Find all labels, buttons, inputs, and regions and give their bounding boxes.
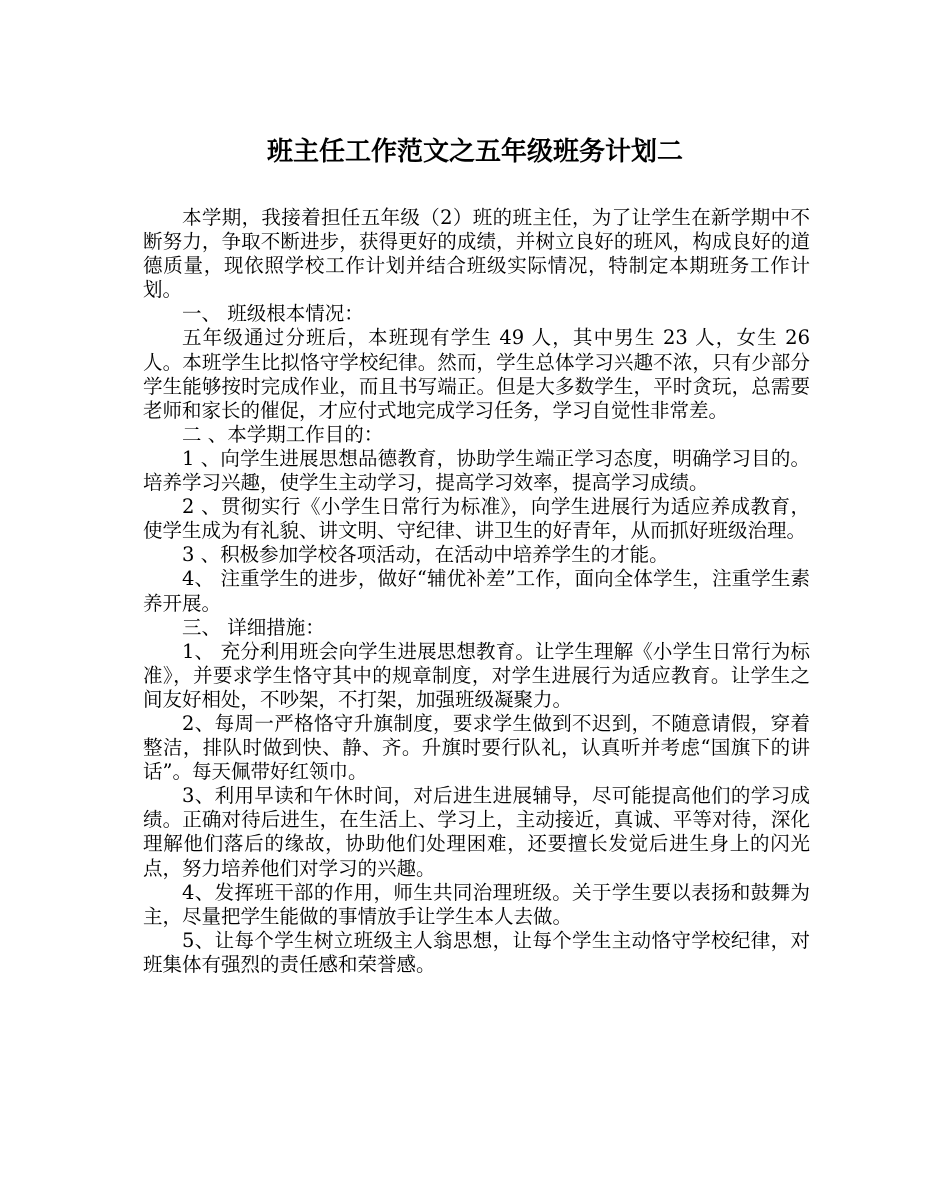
section-heading-2: 二 、本学期工作目的： <box>182 422 384 446</box>
document-title: 班主任工作范文之五年级班务计划二 <box>266 137 683 167</box>
goal-item-1: 1 、向学生进展思想品德教育，协助学生端正学习态度，明确学习目的。培养学习兴趣，使学生主动学习，提高学习效率，提高学习成绩。 <box>143 446 810 495</box>
measure-item-3: 3、利用早读和午休时间，对后进生进展辅导，尽可能提高他们的学习成绩。正确对待后进生，在生活上、学习上，主动接近，真诚、平等对待，深化理解他们落后的缘故，协助他们处理困难，还要擅长发觉后进生身上的闪光点，努力培养他们对学习的兴趣。 <box>143 784 810 880</box>
section-heading-3: 三、 详细措施： <box>182 615 325 639</box>
document-body <box>143 206 810 977</box>
goal-item-4: 4、 注重学生的进步，做好“辅优补差”工作，面向全体学生，注重学生素养开展。 <box>143 567 810 615</box>
goal-item-2: 2 、贯彻实行《小学生日常行为标准》，向学生进展行为适应养成教育，使学生成为有礼貌、讲文明、守纪律、讲卫生的好青年，从而抓好班级治理。 <box>143 495 810 543</box>
section-heading-1: 一、 班级根本情况： <box>182 302 364 326</box>
measure-item-2: 2、每周一严格恪守升旗制度，要求学生做到不迟到，不随意请假，穿着整洁，排队时做到快、静、齐。升旗时要行队礼，认真听并考虑“国旗下的讲话”。每天佩带好红领巾。 <box>143 711 810 784</box>
measure-item-4: 4、发挥班干部的作用，师生共同治理班级。关于学生要以表扬和鼓舞为主，尽量把学生能做的事情放手让学生本人去做。 <box>143 880 810 928</box>
measure-item-1: 1、 充分利用班会向学生进展思想教育。让学生理解《小学生日常行为标准》，并要求学生恪守其中的规章制度，对学生进展行为适应教育。让学生之间友好相处，不吵架，不打架，加强班级凝聚力。 <box>143 639 810 711</box>
paragraph-intro: 本学期，我接着担任五年级（2）班的班主任，为了让学生在新学期中不断努力，争取不断进步，获得更好的成绩，并树立良好的班风，构成良好的道德质量，现依照学校工作计划并结合班级实际情况，特制定本期班务工作计划。 <box>143 206 810 302</box>
paragraph-class-situation: 五年级通过分班后，本班现有学生 49 人，其中男生 23 人，女生 26 人。本班学生比拟恪守学校纪律。然而，学生总体学习兴趣不浓，只有少部分学生能够按时完成作业，而且书写端正。但是大多数学生，平时贪玩，总需要老师和家长的催促，才应付式地完成学习任务，学习自觉性非常差。 <box>143 326 810 422</box>
goal-item-3: 3 、积极参加学校各项活动，在活动中培养学生的才能。 <box>182 543 669 567</box>
measure-item-5: 5、让每个学生树立班级主人翁思想，让每个学生主动恪守学校纪律，对班集体有强烈的责任感和荣誉感。 <box>143 928 810 976</box>
